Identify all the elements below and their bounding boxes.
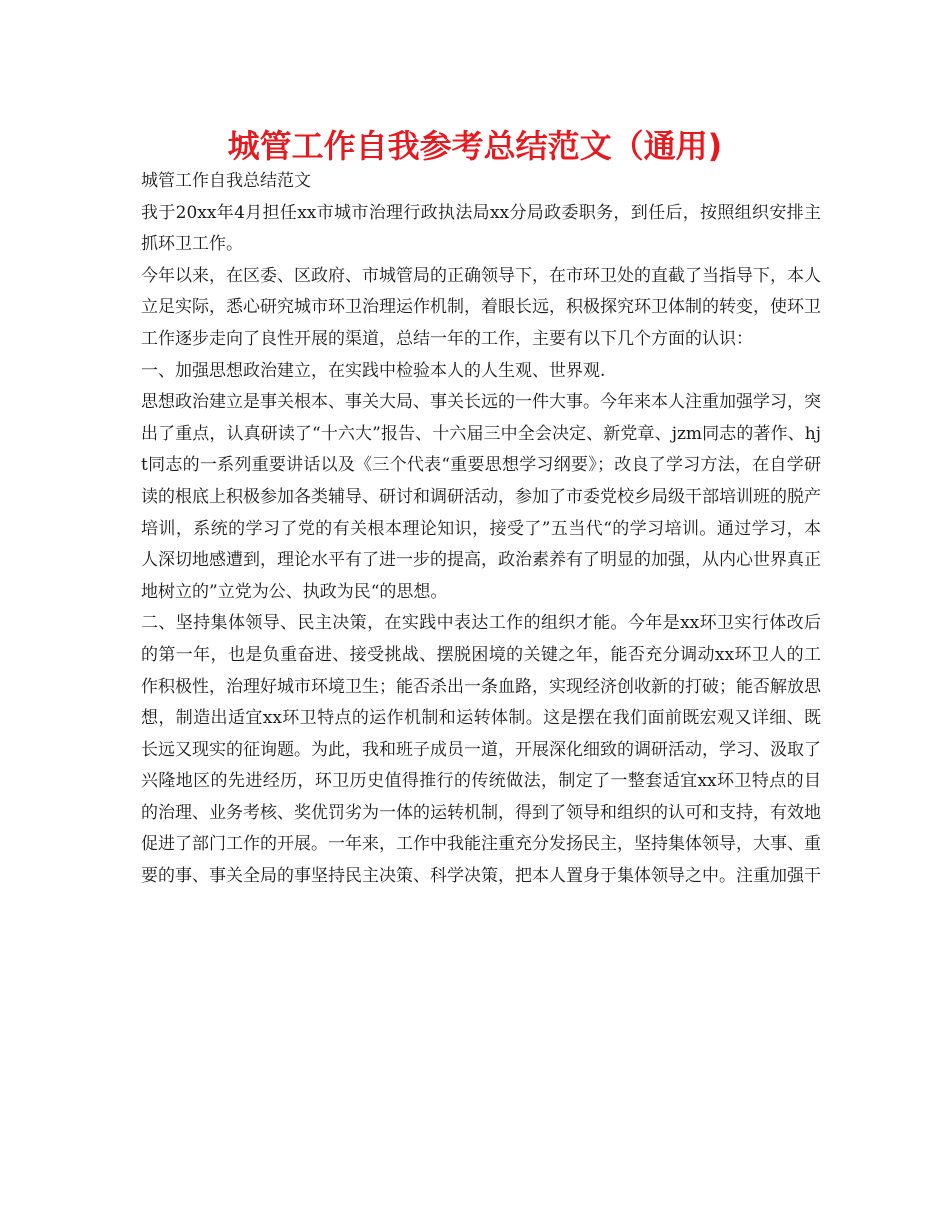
section-one-paragraph: 思想政治建立是事关根本、事关大局、事关长远的一件大事。今年来本人注重加强学习，突出了重点，认真研读了“十六大”报告、十六届三中全会决定、新党章、jzm同志的著作、hjt同志的一系列重要讲话以及《三个代表“重要思想学习纲要》；改良了学习方法，在自学研读的根底上积极参加各类辅导、研讨和调研活动，参加了市委党校乡局级干部培训班的脱产培训，系统的学习了党的有关根本理论知识，接受了”五当代“的学习培训。通过学习，本人深切地感遭到，理论水平有了进一步的提高，政治素养有了明显的加强，从内心世界真正地树立的”立党为公、执政为民“的思想。	[141, 392, 821, 602]
intro-paragraph: 我于20xx年4月担任xx市城市治理行政执法局xx分局政委职务，到任后，按照组织安排主抓环卫工作。	[141, 202, 821, 255]
document-body	[141, 166, 821, 893]
overview-paragraph: 今年以来，在区委、区政府、市城管局的正确领导下，在市环卫处的直截了当指导下，本人立足实际，悉心研究城市环卫治理运作机制，着眼长远，积极探究环卫体制的转变，使环卫工作逐步走向了良性开展的渠道，总结一年的工作，主要有以下几个方面的认识：	[141, 265, 821, 349]
section-one-heading: 一、加强思想政治建立，在实践中检验本人的人生观、世界观.	[141, 360, 606, 381]
subtitle-paragraph: 城管工作自我总结范文	[141, 171, 311, 191]
document-title: 城管工作自我参考总结范文（通用)	[227, 127, 723, 165]
section-two-paragraph: 二、坚持集体领导、民主决策，在实践中表达工作的组织才能。今年是xx环卫实行体改后的第一年，也是负重奋进、接受挑战、摆脱困境的关键之年，能否充分调动xx环卫人的工作积极性，治理好城市环境卫生；能否杀出一条血路，实现经济创收新的打破；能否解放思想，制造出适宜xx环卫特点的运作机制和运转体制。这是摆在我们面前既宏观又详细、既长远又现实的征询题。为此，我和班子成员一道，开展深化细致的调研活动，学习、汲取了兴隆地区的先进经历，环卫历史值得推行的传统做法，制定了一整套适宜xx环卫特点的目的治理、业务考核、奖优罚劣为一体的运转机制，得到了领导和组织的认可和支持，有效地促进了部门工作的开展。一年来，工作中我能注重充分发扬民主，坚持集体领导，大事、重要的事、事关全局的事坚持民主决策、科学决策，把本人置身于集体领导之中。注重加强干	[141, 613, 821, 887]
